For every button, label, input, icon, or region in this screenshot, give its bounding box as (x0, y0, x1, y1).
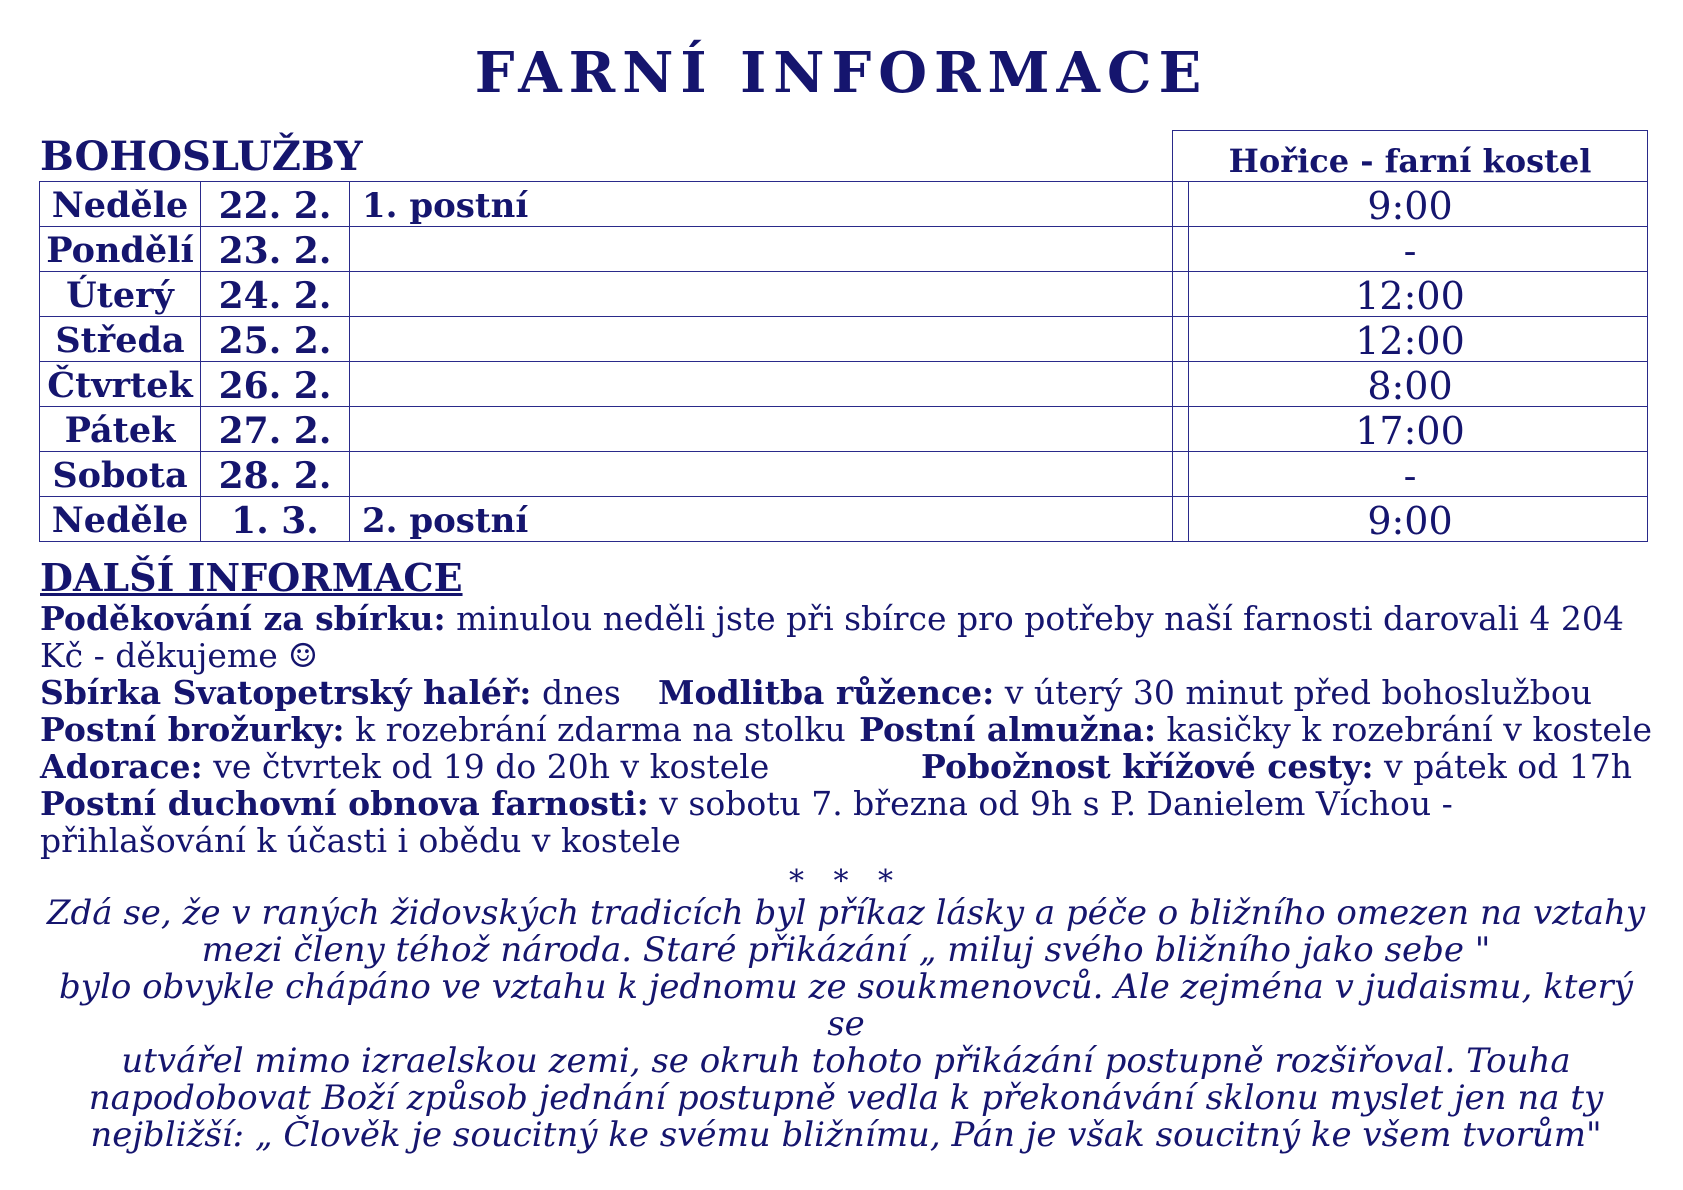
service-row (40, 182, 1189, 227)
note-cell: 1. postní (350, 182, 1189, 227)
rosary-label: Modlitba růžence: (658, 673, 995, 712)
quote-line: napodobovat Boží způsob jednání postupně vedla k překonávání sklonu myslet jen na ty (88, 1078, 1604, 1118)
quote-line: nejbližší: „ Člověk je soucitný ke svému bližnímu, Pán je však soucitný ke všem tvorům" (90, 1115, 1602, 1155)
peter-text: dnes (531, 673, 621, 712)
date-cell: 22. 2. (201, 182, 350, 227)
adoration-item (40, 748, 769, 785)
day-cell: Středa (40, 317, 201, 362)
page-title: FARNÍ INFORMACE (474, 40, 1209, 106)
note-cell (350, 407, 1189, 452)
note-cell (350, 317, 1189, 362)
peter-label: Sbírka Svatopetrský haléř: (40, 673, 532, 712)
day-cell: Neděle (40, 182, 201, 227)
time-row (1173, 182, 1648, 227)
info-heading: DALŠÍ INFORMACE (40, 555, 463, 600)
booklets-item (40, 711, 846, 748)
separator: * * * (788, 864, 904, 899)
location-header: Hořice - farní kostel (1173, 131, 1648, 182)
retreat-text: v sobotu 7. března od 9h s P. Danielem Víchou - přihlašování k účasti i obědu v kostele (40, 784, 1453, 860)
day-cell: Pátek (40, 407, 201, 452)
adoration-label: Adorace: (40, 747, 203, 786)
peter-item (40, 674, 621, 711)
quote-line: Zdá se, že v raných židovských tradicích byl příkaz lásky a péče o bližního omezen na vztahy (46, 893, 1646, 933)
alms-text: kasičky k rozebrání v kostele (1156, 710, 1652, 749)
adoration-text: ve čtvrtek od 19 do 20h v kostele (202, 747, 770, 786)
time-cell: 12:00 (1173, 317, 1648, 362)
services-table (39, 181, 1189, 542)
time-row (1173, 452, 1648, 497)
alms-item (859, 711, 1652, 748)
date-cell: 26. 2. (201, 362, 350, 407)
cross-text: v pátek od 17h (1373, 747, 1632, 786)
note-cell (350, 227, 1189, 272)
note-cell (350, 362, 1189, 407)
time-cell: - (1173, 227, 1648, 272)
service-row (40, 272, 1189, 317)
cross-label: Pobožnost křížové cesty: (921, 747, 1374, 786)
booklets-text: k rozebrání zdarma na stolku (344, 710, 846, 749)
info-section (40, 556, 1652, 900)
date-cell: 23. 2. (201, 227, 350, 272)
service-row (40, 497, 1189, 542)
day-cell: Sobota (40, 452, 201, 497)
note-cell: 2. postní (350, 497, 1189, 542)
time-cell: 17:00 (1173, 407, 1648, 452)
time-row (1173, 272, 1648, 317)
day-cell: Úterý (40, 272, 201, 317)
cross-item (921, 748, 1632, 785)
retreat-label: Postní duchovní obnova farnosti: (40, 784, 649, 823)
thanks-text: minulou neděli jste při sbírce pro potřeby naší farnosti darovali 4 204 Kč - děkujeme ☺ (40, 599, 1624, 675)
retreat-item (40, 785, 1652, 859)
day-cell: Čtvrtek (40, 362, 201, 407)
rosary-item (658, 674, 1592, 711)
service-row (40, 227, 1189, 272)
time-row (1173, 227, 1648, 272)
service-row (40, 407, 1189, 452)
rosary-text: v úterý 30 minut před bohoslužbou (994, 673, 1592, 712)
thanks-label: Poděkování za sbírku: (40, 599, 446, 638)
quote-line: utvářel mimo izraelskou zemi, se okruh tohoto přikázání postupně rozšiřoval. Touha (121, 1041, 1571, 1081)
date-cell: 25. 2. (201, 317, 350, 362)
date-cell: 28. 2. (201, 452, 350, 497)
quote-line: bylo obvykle chápáno ve vztahu k jednomu ze soukmenovců. Ale zejména v judaismu, který se (59, 967, 1633, 1044)
quote-line: mezi členy téhož národa. Staré přikázání „ miluj svého bližního jako sebe " (201, 930, 1491, 970)
time-cell: 8:00 (1173, 362, 1648, 407)
info-row-3 (40, 748, 1652, 785)
service-row (40, 362, 1189, 407)
date-cell: 27. 2. (201, 407, 350, 452)
day-cell: Neděle (40, 497, 201, 542)
time-cell: 9:00 (1173, 182, 1648, 227)
alms-label: Postní almužna: (859, 710, 1157, 749)
time-row (1173, 497, 1648, 542)
note-cell (350, 452, 1189, 497)
day-cell: Pondělí (40, 227, 201, 272)
quote-block (40, 895, 1652, 1154)
services-heading: BOHOSLUŽBY (40, 133, 363, 180)
date-cell: 1. 3. (201, 497, 350, 542)
times-header-row (1173, 131, 1648, 182)
note-cell (350, 272, 1189, 317)
info-row-1 (40, 674, 1652, 711)
time-row (1173, 317, 1648, 362)
time-row (1173, 407, 1648, 452)
service-row (40, 317, 1189, 362)
info-row-2 (40, 711, 1652, 748)
booklets-label: Postní brožurky: (40, 710, 345, 749)
time-cell: 9:00 (1173, 497, 1648, 542)
times-table (1172, 130, 1648, 542)
time-cell: - (1173, 452, 1648, 497)
date-cell: 24. 2. (201, 272, 350, 317)
time-row (1173, 362, 1648, 407)
service-row (40, 452, 1189, 497)
time-cell: 12:00 (1173, 272, 1648, 317)
thanks-item (40, 600, 1652, 674)
